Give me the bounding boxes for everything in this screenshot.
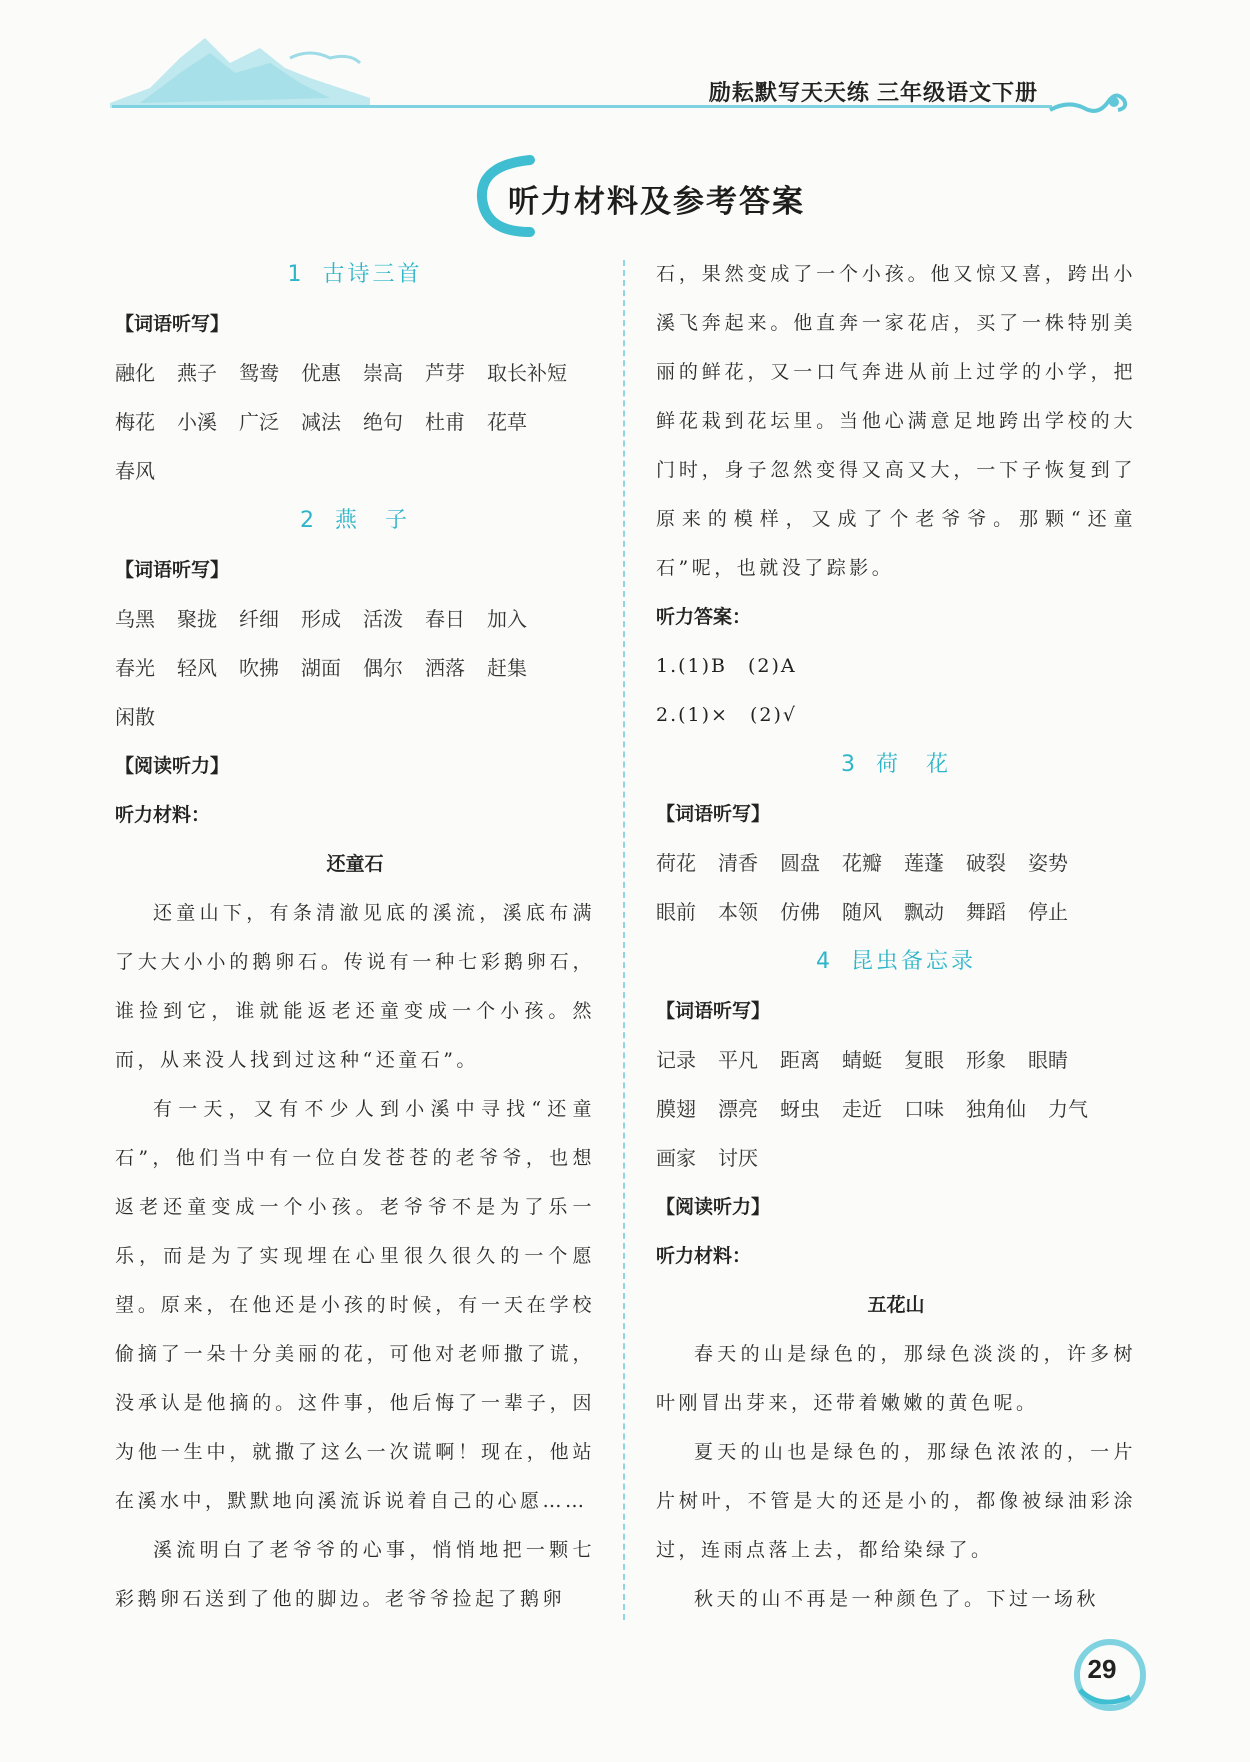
word: 纤细 [239,607,279,631]
word: 力气 [1048,1097,1088,1121]
word: 芦芽 [425,361,465,385]
word: 优惠 [301,361,341,385]
word: 破裂 [966,851,1006,875]
word: 姿势 [1028,851,1068,875]
section-number: 1 [287,262,305,287]
word: 偶尔 [363,656,403,680]
reading-tag: 【阅读听力】 [656,1196,771,1218]
word: 蚜虫 [780,1097,820,1121]
word-list [656,1036,1136,1183]
story-title: 还童石 [326,853,384,875]
word: 漂亮 [718,1097,758,1121]
word-list [115,595,595,742]
word-list [115,349,595,496]
word: 燕子 [177,361,217,385]
answer-line: 2.(1)× (2)√ [656,704,797,726]
word: 小溪 [177,410,217,434]
word: 口味 [904,1097,944,1121]
right-column [656,250,1136,1624]
page-heading [470,150,805,240]
word: 花草 [487,410,527,434]
word: 记录 [656,1048,696,1072]
dictation-tag: 【词语听写】 [115,313,230,335]
word: 融化 [115,361,155,385]
dictation-tag: 【词语听写】 [115,559,230,581]
section-title [656,937,1136,987]
word: 复眼 [904,1048,944,1072]
word: 画家 [656,1146,696,1170]
word: 鸳鸯 [239,361,279,385]
word: 走近 [842,1097,882,1121]
word: 形象 [966,1048,1006,1072]
page-title: 听力材料及参考答案 [508,184,805,220]
word: 轻风 [177,656,217,680]
word: 减法 [301,410,341,434]
section-name: 古诗三首 [322,262,423,287]
word: 平凡 [718,1048,758,1072]
section-title [115,496,595,546]
section-title [115,250,595,300]
story-paragraph: 石，果然变成了一个小孩。他又惊又喜，跨出小溪飞奔起来。他直奔一家花店，买了一株特别美丽的鲜花，又一口气奔进从前上过学的小学，把鲜花栽到花坛里。当他心满意足地跨出学校的大门时，身子忽然变得又高又大，一下子恢复到了原来的模样，又成了个老爷爷。那颗“还童石”呢，也就没了踪影。 [656,263,1136,579]
word: 梅花 [115,410,155,434]
story-paragraph: 有一天，又有不少人到小溪中寻找“还童石”，他们当中有一位白发苍苍的老爷爷，也想返老还童变成一个小孩。老爷爷不是为了乐一乐，而是为了实现埋在心里很久很久的一个愿望。原来，在他还是小孩的时候，有一天在学校偷摘了一朵十分美丽的花，可他对老师撒了谎，没承认是他摘的。这件事，他后悔了一辈子，因为他一生中，就撒了这么一次谎啊！现在，他站在溪水中，默默地向溪流诉说着自己的心愿…… [115,1098,595,1512]
story-paragraph: 夏天的山也是绿色的，那绿色浓浓的，一片片树叶，不管是大的还是小的，都像被绿油彩涂过，连雨点落上去，都给染绿了。 [656,1441,1136,1561]
story-paragraph: 春天的山是绿色的，那绿色淡淡的，许多树叶刚冒出芽来，还带着嫩嫩的黄色呢。 [656,1343,1136,1414]
story-title: 五花山 [867,1294,925,1316]
story-paragraph: 还童山下，有条清澈见底的溪流，溪底布满了大大小小的鹅卵石。传说有一种七彩鹅卵石，谁捡到它，谁就能返老还童变成一个小孩。然而，从来没人找到过这种“还童石”。 [115,902,595,1071]
material-label: 听力材料： [115,804,211,826]
answer-label: 听力答案： [656,606,752,628]
word: 眼睛 [1028,1048,1068,1072]
left-column [115,250,595,1624]
section-name: 昆虫备忘录 [850,949,976,974]
column-divider [623,260,625,1620]
word: 杜甫 [425,410,465,434]
word: 花瓣 [842,851,882,875]
reading-tag: 【阅读听力】 [115,755,230,777]
story-paragraph: 秋天的山不再是一种颜色了。下过一场秋 [694,1588,1100,1610]
section-name: 燕 子 [334,508,410,533]
word: 聚拢 [177,607,217,631]
word: 绝句 [363,410,403,434]
word: 广泛 [239,410,279,434]
story-paragraph: 溪流明白了老爷爷的心事，悄悄地把一颗七彩鹅卵石送到了他的脚边。老爷爷捡起了鹅卵 [115,1539,595,1610]
word: 讨厌 [718,1146,758,1170]
word: 膜翅 [656,1097,696,1121]
word: 加入 [487,607,527,631]
word: 乌黑 [115,607,155,631]
word: 春光 [115,656,155,680]
word: 形成 [301,607,341,631]
word: 春日 [425,607,465,631]
word: 仿佛 [780,900,820,924]
word: 舞蹈 [966,900,1006,924]
word: 崇高 [363,361,403,385]
word: 眼前 [656,900,696,924]
answer-line: 1.(1)B (2)A [656,655,797,677]
section-number: 2 [299,508,317,533]
word: 湖面 [301,656,341,680]
word: 荷花 [656,851,696,875]
cloud-swirl-icon [1048,82,1130,122]
word: 清香 [718,851,758,875]
material-label: 听力材料： [656,1245,752,1267]
word: 蜻蜓 [842,1048,882,1072]
word: 春风 [115,459,155,483]
word: 赶集 [487,656,527,680]
word: 活泼 [363,607,403,631]
word: 洒落 [425,656,465,680]
word: 吹拂 [239,656,279,680]
word: 圆盘 [780,851,820,875]
word: 距离 [780,1048,820,1072]
word: 独角仙 [966,1097,1026,1121]
section-number: 4 [815,949,833,974]
dictation-tag: 【词语听写】 [656,1000,771,1022]
word-list [656,839,1136,937]
page-number: 29 [1087,1654,1117,1684]
word: 本领 [718,900,758,924]
word: 飘动 [904,900,944,924]
word: 停止 [1028,900,1068,924]
book-title: 励耘默写天天练 三年级语文下册 [708,80,1038,105]
word: 闲散 [115,705,155,729]
section-name: 荷 花 [875,752,951,777]
section-number: 3 [840,752,858,777]
dictation-tag: 【词语听写】 [656,803,771,825]
mountain-decoration [110,18,370,108]
word: 莲蓬 [904,851,944,875]
section-title [656,740,1136,790]
word: 取长补短 [487,361,567,385]
word: 随风 [842,900,882,924]
